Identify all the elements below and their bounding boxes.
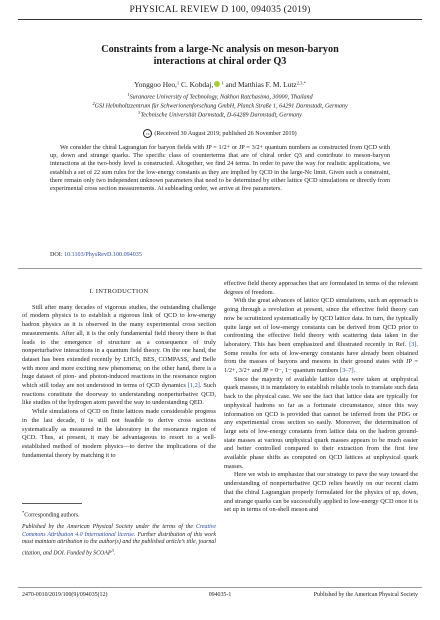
footnote: *Corresponding authors. xyxy=(22,510,80,519)
title-line-1: Constraints from a large-Nc analysis on meson-baryon xyxy=(101,44,339,55)
abstract: We consider the chiral Lagrangian for baryon fields with JP = 1/2+ or JP = 3/2+ quantum numbers as constructed from QCD with up, down and strange quarks. The specific class of counterterms that are of chiral order Q3 and contribute to meson-baryon interactions at the two-body level is constructed. Altogether, we find 24 terms. In order to pave the way for realistic applications, we establish a set of 22 sum rules for the low-energy constants as they are implied by QCD in the large-Nc limit. Given such a constraint, there remain only two independent unknown parameters that need to be determined by either lattice QCD simulations or directly from experimental cross section measurements. At subleading order, we arrive at five parameters. xyxy=(50,144,390,193)
paragraph: With the great advances of lattice QCD simulations, such an approach is going through a revolution at present, since the effective field theory can now be scrutinized systematically by QCD lattice data. In turn, the typically quite large set of low-energy constants can be derived from QCD prior to confronting the effective field theory with scattering data taken in the laboratory. This has been emphasized and illustrated recently in Ref. [3]. Some results for sets of low-energy constants have already been obtained from the masses of baryons and mesons in their ground states with JP = 1/2+, 3/2+ and JP = 0−, 1− quantum numbers [3–7]. xyxy=(224,297,418,375)
section-heading: I. INTRODUCTION xyxy=(89,288,149,295)
citation-link[interactable]: [3–7] xyxy=(340,367,354,375)
footer-publisher: Published by the American Physical Society xyxy=(313,592,418,598)
article-title xyxy=(40,44,400,68)
orcid-icon[interactable] xyxy=(214,81,220,87)
author-2-affil: 1 xyxy=(221,80,224,86)
creative-commons-icon: cc xyxy=(143,129,152,138)
footnote-rule xyxy=(22,503,82,504)
citation-link[interactable]: [1,2] xyxy=(187,382,200,390)
citation-link[interactable]: [3] xyxy=(409,340,417,348)
license-note: Published by the American Physical Society under the terms of the Creative Commons Attribution 4.0 International license. Further distribution of this work must maintain attribution to the author(s) and the published article’s title, journal citation, and DOI. Funded by SCOAP$^3$. xyxy=(22,524,217,557)
author-list xyxy=(40,80,400,89)
author-1-affil: 1 xyxy=(176,80,180,86)
license-link[interactable]: Creative Commons Attribution 4.0 International license xyxy=(22,524,216,538)
doi-line: DOI: 10.1103/PhysRevD.100.094035 xyxy=(50,252,142,258)
paragraph: effective field theory approaches that are formulated in terms of the relevant degrees of freedom. xyxy=(224,280,418,296)
author-3-affil: 2,3,* xyxy=(296,80,306,86)
left-column xyxy=(22,288,216,460)
affiliation-1: $^1$Suranaree University of Technology, Nakhon Ratchasima, 30000, Thailand xyxy=(127,92,313,101)
footer-issn: 2470-0010/2019/100(9)/094035(12) xyxy=(22,592,108,598)
journal-header: PHYSICAL REVIEW D 100, 094035 (2019) xyxy=(129,4,311,15)
author-2[interactable]: C. Kobdaj, xyxy=(181,80,214,89)
right-column xyxy=(224,280,418,515)
paragraph: Since the majority of available lattice data were taken at unphysical quark masses, it is mandatory to establish reliable tools to translate such data back to the physical case. We see the fact that lattice data are typically for unphysical hadrons so far as a fortunate circumstance, since this way information on QCD is provided that cannot be inferred from the PDG or any experimental cross section so easily. Moreover, the determination of large sets of low-energy constants from lattice data on the hadron ground-state masses at various unphysical quark masses appears to be much easier and better controlled compared to their extraction from the first few available phase shifts as computed on QCD lattices at unphysical quark masses. xyxy=(224,375,418,470)
author-3[interactable]: and Matthias F. M. Lutz xyxy=(225,80,297,89)
abstract-rule xyxy=(18,268,422,269)
dates-line: cc (Received 30 August 2019; published 26 November 2019) xyxy=(40,129,400,138)
page-number: 094035-1 xyxy=(208,592,232,598)
header-rule xyxy=(18,19,422,20)
footer-rule xyxy=(18,587,422,588)
affiliation-3: $^3$Technische Universität Darmstadt, D-64289 Darmstadt, Germany xyxy=(138,110,302,119)
author-1[interactable]: Yonggoo Heo, xyxy=(134,80,177,89)
paragraph: While simulations of QCD on finite lattices made considerable progress in the last decade, it is still not feasible to derive cross sections systematically as measured in the laboratory in the resonance region of QCD. Thus, at present, it may be advantageous to resort to a well-established method of modern physics—to derive the implications of the fundamental theory by matching it to xyxy=(22,408,216,459)
affiliation-2: $^2$GSI Helmholtzzentrum für Schwerionenforschung GmbH, Planck Straße 1, 64291 Darmstadt, Germany xyxy=(92,101,348,110)
paragraph: Still after many decades of vigorous studies, the outstanding challenge of modern physics is to establish a rigorous link of QCD to low-energy hadron physics as it is observed in the many experimental cross section measurements. After all, it is the only fundamental field theory there is that leads to the emergence of structure as a consequence of truly nonperturbative interactions in a quantum field theory. On the one hand, the dataset has been extended recently by LHCb, BES, COMPASS, and Belle with more and more exciting new phenomena; on the other hand, there is a huge dataset of pion- and photon-induced reactions in the resonance region which still today are not understood in terms of QCD dynamics [1,2]. Such reactions constitute the doorway to understanding nonperturbative QCD, like studies of the hydrogen atom paved the way to understanding QED. xyxy=(22,303,216,407)
doi-link[interactable]: 10.1103/PhysRevD.100.094035 xyxy=(64,252,142,258)
title-line-2: interactions at chiral order Q3 xyxy=(153,56,287,67)
paragraph: Here we wish to emphasize that our strategy to pave the way toward the understanding of nonperturbative QCD relies heavily on our recent claim that the chiral Lagrangian properly formulated for the physics of up, down, and strange quarks can be successfully applied to low-energy QCD once it is set up in terms of on-shell meson and xyxy=(224,471,418,514)
